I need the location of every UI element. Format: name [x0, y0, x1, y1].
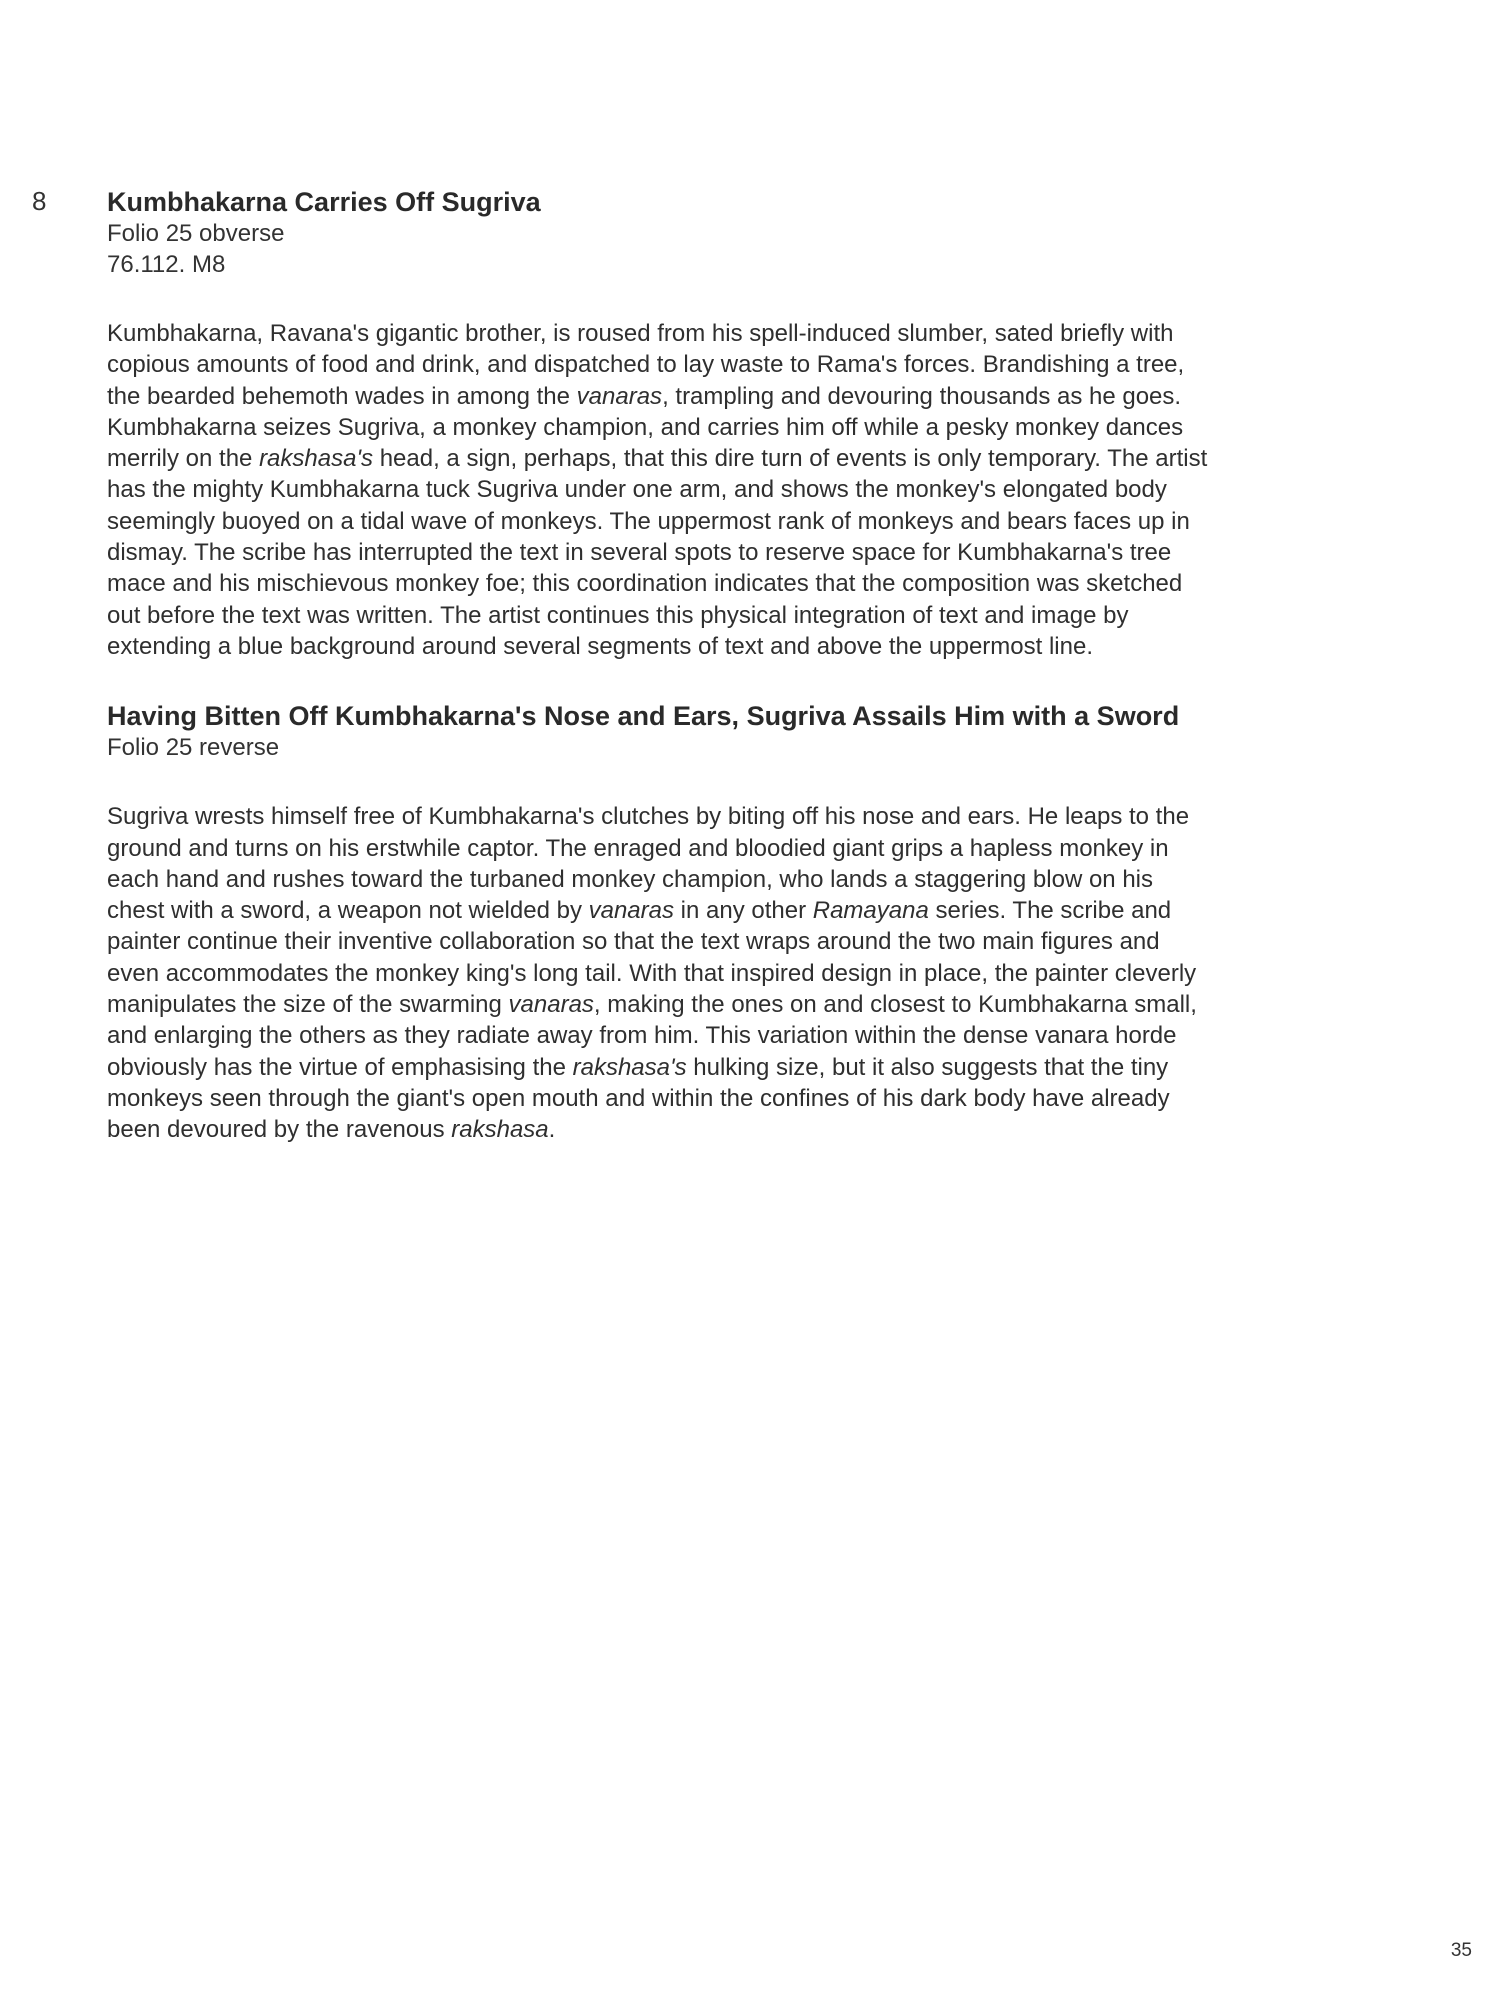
text-line: ground and turns on his erstwhile captor. The enraged and bloodied giant grips a hapless monkey in — [107, 834, 1169, 862]
text-line: even accommodates the monkey king's long tail. With that inspired design in place, the painter cleverly — [107, 959, 1197, 987]
text-line: seemingly buoyed on a tidal wave of monkeys. The uppermost rank of monkeys and bears faces up in — [107, 507, 1190, 535]
text-line: obviously has the virtue of emphasising the rakshasa's hulking size, but it also suggests that the tiny — [107, 1053, 1169, 1081]
text-line: mace and his mischievous monkey foe; this coordination indicates that the composition was sketched — [107, 570, 1183, 598]
text-line: Kumbhakarna, Ravana's gigantic brother, is roused from his spell-induced slumber, sated briefly with — [107, 320, 1174, 347]
text-line: Sugriva wrests himself free of Kumbhakarna's clutches by biting off his nose and ears. He leaps to the — [107, 803, 1190, 831]
text-line: dismay. The scribe has interrupted the text in several spots to reserve space for Kumbhakarna's tree — [107, 539, 1172, 567]
text-line: monkeys seen through the giant's open mouth and within the confines of his dark body have already — [107, 1084, 1170, 1112]
section1-folio: Folio 25 obverse — [107, 220, 285, 247]
text-line: the bearded behemoth wades in among the vanaras, trampling and devouring thousands as he goes. — [107, 382, 1182, 410]
section2-paragraph — [107, 801, 1357, 1145]
section1-paragraph — [107, 318, 1357, 662]
section2-title: Having Bitten Off Kumbhakarna's Nose and Ears, Sugriva Assails Him with a Sword — [107, 701, 1180, 732]
page-number: 35 — [1450, 1940, 1472, 1961]
text-line: each hand and rushes toward the turbaned monkey champion, who lands a staggering blow on his — [107, 865, 1154, 893]
text-line: has the mighty Kumbhakarna tuck Sugriva under one arm, and shows the monkey's elongated body — [107, 476, 1167, 504]
text-line: been devoured by the ravenous rakshasa. — [107, 1116, 556, 1144]
text-line: copious amounts of food and drink, and dispatched to lay waste to Rama's forces. Brandishing a tree, — [107, 351, 1185, 379]
text-line: out before the text was written. The artist continues this physical integration of text and image by — [107, 601, 1129, 629]
text-line: and enlarging the others as they radiate away from him. This variation within the dense vanara horde — [107, 1022, 1177, 1050]
text-line: chest with a sword, a weapon not wielded by vanaras in any other Ramayana series. The scribe and — [107, 897, 1172, 925]
text-line: painter continue their inventive collaboration so that the text wraps around the two main figures and — [107, 928, 1160, 956]
text-line: merrily on the rakshasa's head, a sign, perhaps, that this dire turn of events is only temporary. The artist — [107, 445, 1208, 473]
text-line: extending a blue background around several segments of text and above the uppermost line. — [107, 632, 1093, 660]
section1-accession: 76.112. M8 — [107, 251, 226, 278]
catalogue-entry — [107, 186, 1357, 1146]
section2-folio: Folio 25 reverse — [107, 734, 280, 762]
text-line: Kumbhakarna seizes Sugriva, a monkey champion, and carries him off while a pesky monkey dances — [107, 413, 1184, 441]
section1-title: Kumbhakarna Carries Off Sugriva — [107, 187, 541, 217]
text-line: manipulates the size of the swarming vanaras, making the ones on and closest to Kumbhakarna small, — [107, 991, 1197, 1019]
entry-number: 8 — [32, 186, 47, 216]
